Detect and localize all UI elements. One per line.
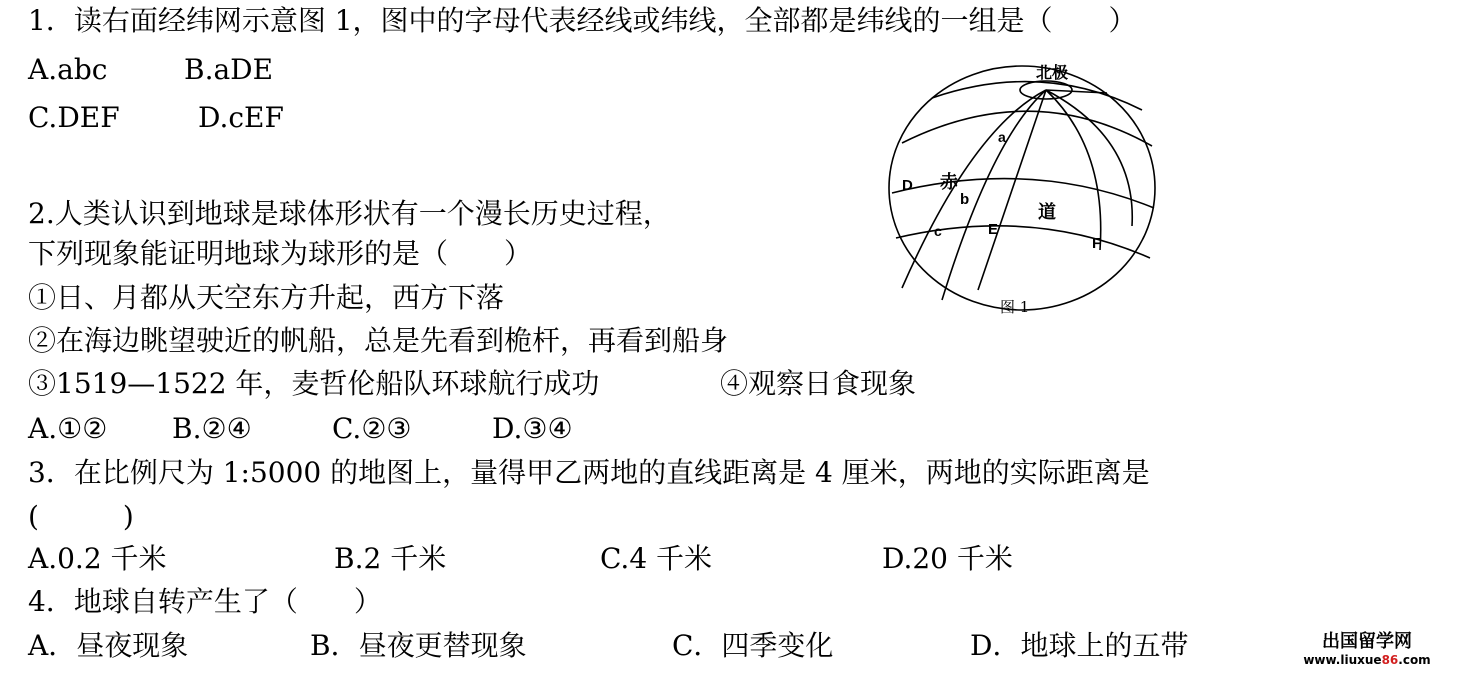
meridian-line-d	[902, 90, 1046, 288]
q1-stem: 1．读右面经纬网示意图 1，图中的字母代表经线或纬线，全部都是纬线的一组是（ ）	[28, 4, 1137, 37]
meridian-line-f	[1046, 90, 1101, 250]
q4-stem: 4．地球自转产生了（ ）	[28, 585, 382, 618]
q2-option-d: D.③④	[492, 412, 573, 445]
q2-stem-line2: 下列现象能证明地球为球形的是（ ）	[28, 237, 533, 270]
globe-outline	[889, 66, 1155, 310]
watermark-name: 出国留学网	[1322, 631, 1412, 652]
latitude-line	[902, 111, 1152, 146]
q3-blank: ( )	[28, 500, 134, 533]
globe-figure	[882, 58, 1172, 328]
q2-item-4: ④观察日食现象	[720, 367, 917, 400]
equator-char-1: 赤	[940, 172, 958, 192]
q2-stem-line1: 2.人类认识到地球是球体形状有一个漫长历史过程，	[28, 197, 671, 230]
q2-item-2: ②在海边眺望驶近的帆船，总是先看到桅杆，再看到船身	[28, 324, 729, 357]
q1-option-a: A.abc	[28, 53, 108, 86]
q2-option-c: C.②③	[332, 412, 412, 445]
q1-option-c: C.DEF	[28, 101, 120, 134]
q2-option-b: B.②④	[172, 412, 252, 445]
letter-e-label: E	[988, 221, 999, 238]
watermark-url-number: 86	[1381, 653, 1399, 667]
meridian-line-back	[1046, 90, 1107, 93]
letter-b-label: b	[960, 191, 970, 208]
q4-option-a: A．昼夜现象	[28, 629, 189, 662]
figure-caption: 图 1	[1000, 298, 1030, 316]
q3-option-b: B.2 千米	[334, 542, 447, 575]
latitude-line-a	[892, 179, 1154, 208]
q2-option-a: A.①②	[28, 412, 108, 445]
q4-option-d: D．地球上的五带	[970, 629, 1189, 662]
watermark-url-suffix: .com	[1398, 653, 1431, 667]
north-pole-label: 北极	[1036, 65, 1069, 82]
letter-d-label: D	[902, 177, 913, 194]
meridian-line-e	[978, 90, 1046, 290]
q3-option-a: A.0.2 千米	[28, 542, 167, 575]
letter-a-label: a	[998, 129, 1006, 145]
q3-stem: 3．在比例尺为 1:5000 的地图上，量得甲乙两地的直线距离是 4 厘米，两地的实际距离是	[28, 456, 1150, 489]
equator-char-2: 道	[1038, 202, 1056, 222]
q3-option-d: D.20 千米	[882, 542, 1013, 575]
watermark-logo	[1292, 632, 1442, 672]
q2-item-1: ①日、月都从天空东方升起，西方下落	[28, 281, 505, 314]
q1-option-d: D.cEF	[198, 101, 284, 134]
q3-option-c: C.4 千米	[600, 542, 713, 575]
q4-option-b: B．昼夜更替现象	[310, 629, 527, 662]
watermark-url	[1292, 653, 1442, 667]
letter-f-label: F	[1092, 235, 1102, 252]
q4-option-c: C．四季变化	[672, 629, 834, 662]
watermark-url-prefix: www.liuxue	[1303, 653, 1382, 667]
q1-option-b: B.aDE	[184, 53, 274, 86]
letter-c-label: c	[934, 223, 942, 239]
q2-item-3: ③1519—1522 年，麦哲伦船队环球航行成功	[28, 367, 600, 400]
